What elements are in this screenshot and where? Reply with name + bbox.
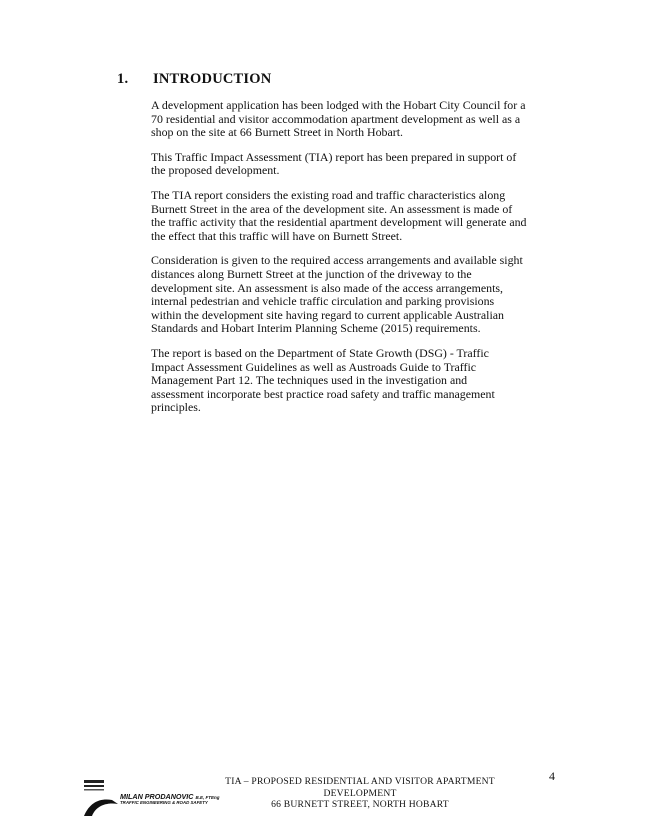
footer-line-2: DEVELOPMENT [323,787,397,799]
paragraph-3 [151,189,536,243]
footer-line-1: TIA – PROPOSED RESIDENTIAL AND VISITOR APARTMENT [225,776,495,787]
logo-name: MILAN PRODANOVIC B.E, FTEng [120,792,220,801]
text-line: This Traffic Impact Assessment (TIA) report has been prepared in support of [151,149,517,164]
road-logo-icon [82,778,122,818]
text-line: the traffic activity that the residential apartment development will generate and [151,215,527,230]
paragraph-1 [151,99,536,140]
text-line: distances along Burnett Street at the junction of the driveway to the [151,266,472,281]
paragraph-5 [151,347,536,415]
body-text [151,99,536,426]
text-line: Impact Assessment Guidelines as well as Austroads Guide to Traffic [151,359,477,374]
logo-tagline: TRAFFIC ENGINEERING & ROAD SAFETY [120,800,208,805]
paragraph-4 [151,254,536,336]
text-line: A development application has been lodged with the Hobart City Council for a [151,98,526,112]
text-line: Consideration is given to the required access arrangements and available sight [151,253,523,268]
text-line: principles. [151,400,201,415]
text-line: internal pedestrian and vehicle traffic circulation and parking provisions [151,294,495,309]
section-number: 1. [117,71,129,87]
text-line: shop on the site at 66 Burnett Street in North Hobart. [151,125,403,140]
text-line: Burnett Street in the area of the development site. An assessment is made of [151,201,513,216]
text-line: development site. An assessment is also made of the access arrangements, [151,280,503,295]
text-line: the effect that this traffic will have on Burnett Street. [151,228,403,243]
text-line: The TIA report considers the existing road and traffic characteristics along [151,187,506,202]
text-line: 70 residential and visitor accommodation apartment development as well as a [151,111,521,126]
text-line: within the development site having regard to current applicable Australian [151,307,504,322]
paragraph-2 [151,151,536,178]
section-title: INTRODUCTION [153,71,272,87]
text-line: Management Part 12. The techniques used in the investigation and [151,373,468,388]
section-heading [117,71,271,88]
text-line: The report is based on the Department of State Growth (DSG) - Traffic [151,345,489,360]
page-footer [190,776,530,811]
page-number: 4 [549,769,555,783]
logo-credentials: B.E, FTEng [195,795,220,800]
text-line: the proposed development. [151,163,280,178]
text-line: Standards and Hobart Interim Planning Scheme (2015) requirements. [151,321,481,336]
footer-line-3: 66 BURNETT STREET, NORTH HOBART [271,799,449,811]
text-line: assessment incorporate best practice road safety and traffic management [151,386,495,401]
